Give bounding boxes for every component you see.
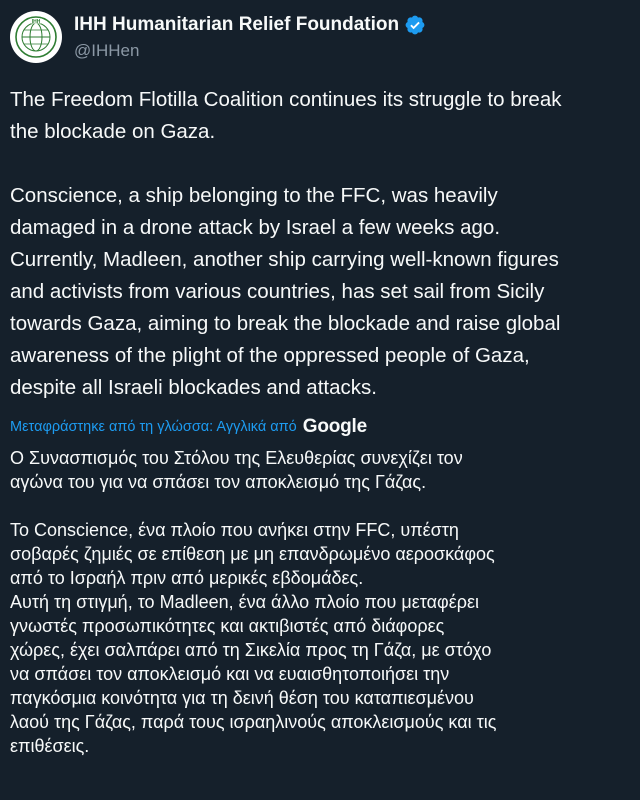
account-handle[interactable]: @IHHen [74,40,140,60]
tweet-header [10,8,426,66]
svg-text:IHH: IHH [31,18,41,25]
display-name[interactable]: IHH Humanitarian Relief Foundation [74,13,400,35]
translation-attribution [10,414,367,440]
name-row [74,13,426,37]
translated-by-label[interactable]: Μεταφράστηκε από τη γλώσσα: Αγγλικά από [10,419,297,435]
verified-badge-icon[interactable] [404,14,426,36]
tweet-text: The Freedom Flotilla Coalition continues its struggle to break the blockade on Gaza. Conscience, a ship belonging to the FFC, was heavily damaged in a drone attack by Israel a few weeks ago. Currently, Madleen, another ship carrying well-known figures and activists from various countries, has set sail from Sicily towards Gaza, aiming to break the blockade and raise global awareness of the plight of the oppressed people of Gaza, despite all Israeli blockades and attacks. [10,88,562,399]
google-logo: Google [302,416,367,437]
account-names [74,13,426,62]
ihh-logo-icon [14,15,58,59]
avatar[interactable] [10,11,62,63]
translated-tweet-text: Ο Συνασπισμός του Στόλου της Ελευθερίας συνεχίζει τον αγώνα του για να σπάσει τον αποκλεισμό της Γάζας. Το Conscience, ένα πλοίο που ανήκει στην FFC, υπέστη σοβαρές ζημιές σε επίθεση με μη επανδρωμένο αεροσκάφος από το Ισραήλ πριν από μερικές εβδομάδες. Αυτή τη στιγμή, το Madleen, ένα άλλο πλοίο που μεταφέρει γνωστές προσωπικότητες και ακτιβιστές από διάφορες χώρες, έχει σαλπάρει από τη Σικελία προς τη Γάζα, με στόχο να σπάσει τον αποκλεισμό και να ευαισθητοποιήσει την παγκόσμια κοινότητα για τη δεινή θέση του καταπιεσμένου λαού της Γάζας, παρά τους ισραηλινούς αποκλεισμούς και τις επιθέσεις. [10,448,497,756]
